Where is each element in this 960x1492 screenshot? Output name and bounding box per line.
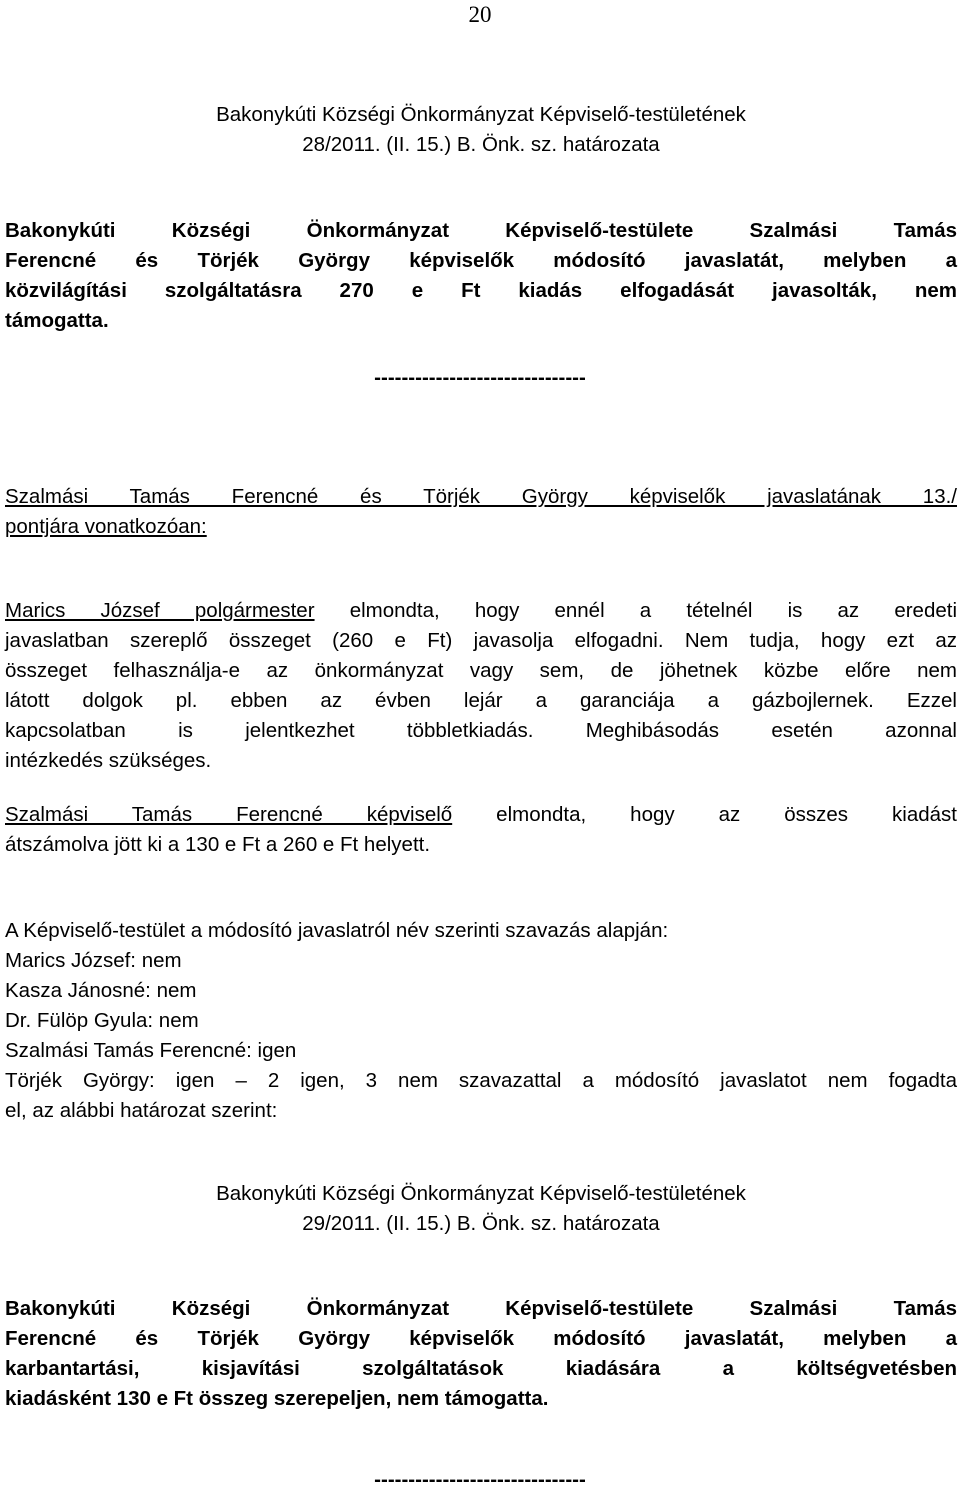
resolution-1-body (5, 216, 957, 336)
vote-entry: Kasza Jánosné: nem (5, 979, 197, 1002)
paragraph-mayor (5, 596, 957, 776)
resolution-2-title (5, 1179, 957, 1239)
resolution-2-title-line1: Bakonykúti Községi Önkormányzat Képviselő-testületének (216, 1182, 746, 1205)
section-heading (5, 482, 957, 542)
resolution-1-title-line1: Bakonykúti Községi Önkormányzat Képviselő-testületének (216, 103, 746, 126)
paragraph-mayor-line: látott dolgok pl. ebben az évben lejár a garanciája a gázbojlernek. Ezzel (5, 689, 957, 712)
speaker-mayor: Marics József polgármester (5, 599, 315, 622)
resolution-1-body-line: támogatta. (5, 309, 109, 332)
vote-result-line2: el, az alábbi határozat szerint: (5, 1099, 278, 1122)
paragraph-representative-line1 (5, 800, 957, 830)
page-number: 20 (468, 2, 492, 27)
speaker-representative: Szalmási Tamás Ferencné képviselő (5, 803, 453, 826)
paragraph-mayor-line: összeget felhasználja-e az önkormányzat vagy sem, de jöhetnek közbe előre nem (5, 659, 957, 682)
vote-entry: Dr. Fülöp Gyula: nem (5, 1009, 199, 1032)
resolution-1-title (5, 100, 957, 160)
resolution-1-body-line: Bakonykúti Községi Önkormányzat Képviselő-testülete Szalmási Tamás (5, 219, 957, 242)
paragraph-mayor-line: kapcsolatban is jelentkezhet többletkiadás. Meghibásodás esetén azonnal (5, 719, 957, 742)
vote-entry: Szalmási Tamás Ferencné: igen (5, 1039, 297, 1062)
resolution-2-body-line: kiadásként 130 e Ft összeg szerepeljen, nem támogatta. (5, 1387, 549, 1410)
vote-intro: A Képviselő-testület a módosító javaslatról név szerinti szavazás alapján: (5, 919, 669, 942)
section-heading-line1: Szalmási Tamás Ferencné és Törjék György képviselők javaslatának 13./ (5, 485, 957, 508)
resolution-2-body (5, 1294, 957, 1414)
resolution-1-title-line2: 28/2011. (II. 15.) B. Önk. sz. határozata (302, 133, 660, 156)
section-heading-line2: pontjára vonatkozóan: (5, 515, 207, 538)
vote-block (5, 916, 957, 1126)
vote-entry: Marics József: nem (5, 949, 182, 972)
resolution-2-body-line: karbantartási, kisjavítási szolgáltatások kiadására a költségvetésben (5, 1357, 957, 1380)
paragraph-representative-text: elmondta, hogy az összes kiadást (452, 803, 957, 826)
paragraph-mayor-text: elmondta, hogy ennél a tételnél is az eredeti (314, 599, 957, 622)
resolution-2-body-line: Ferencné és Törjék György képviselők módosító javaslatát, melyben a (5, 1327, 957, 1350)
resolution-1-body-line: közvilágítási szolgáltatásra 270 e Ft kiadás elfogadását javasolták, nem (5, 279, 957, 302)
paragraph-mayor-line: javaslatban szereplő összeget (260 e Ft) javasolja elfogadni. Nem tudja, hogy ezt az (5, 629, 957, 652)
paragraph-mayor-line1 (5, 596, 957, 626)
resolution-2-body-line: Bakonykúti Községi Önkormányzat Képviselő-testülete Szalmási Tamás (5, 1297, 957, 1320)
resolution-1-body-line: Ferencné és Törjék György képviselők módosító javaslatát, melyben a (5, 249, 957, 272)
paragraph-representative (5, 800, 957, 860)
separator-1: ------------------------------- (374, 366, 586, 389)
paragraph-mayor-line: intézkedés szükséges. (5, 749, 212, 772)
resolution-2-title-line2: 29/2011. (II. 15.) B. Önk. sz. határozata (302, 1212, 660, 1235)
vote-result-line1: Törjék György: igen – 2 igen, 3 nem szavazattal a módosító javaslatot nem fogadta (5, 1069, 957, 1092)
paragraph-representative-line: átszámolva jött ki a 130 e Ft a 260 e Ft helyett. (5, 833, 431, 856)
separator-2: ------------------------------- (374, 1468, 586, 1491)
